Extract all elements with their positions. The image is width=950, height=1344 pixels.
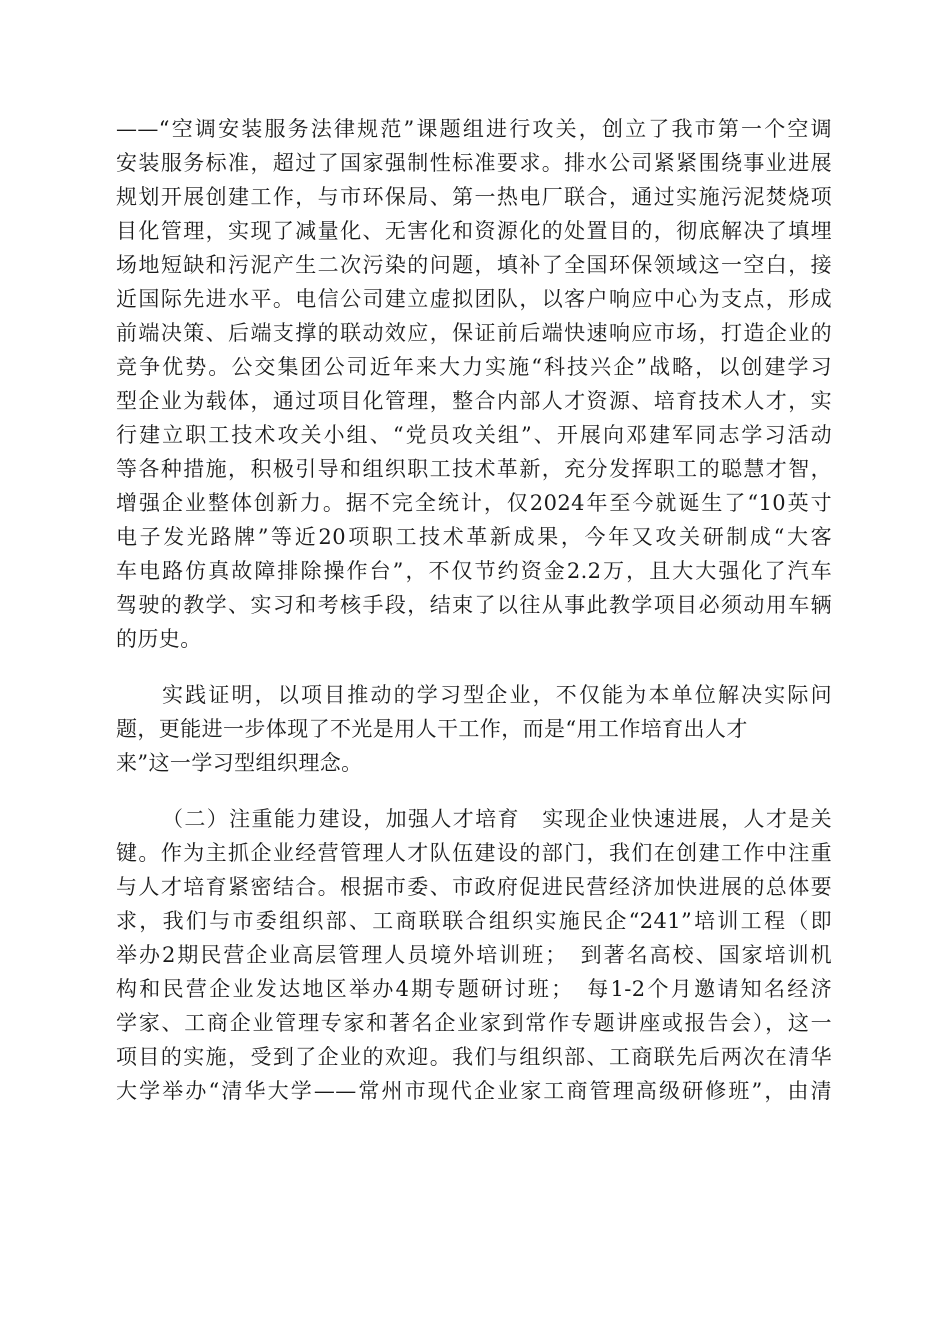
text-line: ——“空调安装服务法律规范”课题组进行攻关，创立了我市第一个空调 (116, 117, 832, 141)
paragraph-project-achievements (116, 112, 832, 656)
text-line: 求，我们与市委组织部、工商联联合组织实施民企“241”培训工程（即 (116, 909, 832, 933)
text-line: 构和民营企业发达地区举办4期专题研讨班； 每1-2个月邀请知名经济 (116, 977, 832, 1001)
text-line: 竞争优势。公交集团公司近年来大力实施“科技兴企”战略，以创建学习 (116, 355, 832, 379)
text-line: 安装服务标准，超过了国家强制性标准要求。排水公司紧紧围绕事业进展 (116, 151, 832, 175)
text-line: 大学举办“清华大学——常州市现代企业家工商管理高级研修班”，由清 (116, 1079, 832, 1103)
text-line: 等各种措施，积极引导和组织职工技术革新，充分发挥职工的聪慧才智， (116, 457, 832, 481)
section-heading-line: （二）注重能力建设，加强人才培育 实现企业快速进展，人才是关 (162, 807, 832, 831)
text-line: 车电路仿真故障排除操作台”，不仅节约资金2.2万，且大大强化了汽车 (116, 559, 832, 583)
text-line: 目化管理，实现了减量化、无害化和资源化的处置目的，彻底解决了填埋 (116, 219, 832, 243)
text-line: 的历史。 (116, 627, 202, 651)
text-line: 题，更能进一步体现了不光是用人干工作，而是“用工作培育出人才 (116, 717, 748, 741)
text-line: 近国际先进水平。电信公司建立虚拟团队，以客户响应中心为支点，形成 (116, 287, 832, 311)
text-line: 举办2期民营企业高层管理人员境外培训班； 到著名高校、国家培训机 (116, 943, 832, 967)
text-line: 行建立职工技术攻关小组、“党员攻关组”、开展向邓建军同志学习活动 (116, 423, 832, 447)
text-line: 电子发光路牌”等近20项职工技术革新成果，今年又攻关研制成“大客 (116, 525, 832, 549)
document-page (116, 112, 832, 1108)
paragraph-practice-proof (116, 678, 832, 780)
paragraph-spacer (116, 780, 832, 802)
paragraph-talent-cultivation (116, 802, 832, 1108)
text-line: 学家、工商企业管理专家和著名企业家到常作专题讲座或报告会），这一 (116, 1011, 832, 1035)
text-line: 项目的实施，受到了企业的欢迎。我们与组织部、工商联先后两次在清华 (116, 1045, 832, 1069)
text-line: 来”这一学习型组织理念。 (116, 751, 363, 775)
text-line: 实践证明，以项目推动的学习型企业，不仅能为本单位解决实际问 (162, 683, 832, 707)
text-line: 型企业为载体，通过项目化管理，整合内部人才资源、培育技术人才，实 (116, 389, 832, 413)
paragraph-spacer (116, 656, 832, 678)
text-line: 增强企业整体创新力。据不完全统计，仅2024年至今就诞生了“10英寸 (116, 491, 832, 515)
text-line: 键。作为主抓企业经营管理人才队伍建设的部门，我们在创建工作中注重 (116, 841, 832, 865)
text-line: 驾驶的教学、实习和考核手段，结束了以往从事此教学项目必须动用车辆 (116, 593, 832, 617)
text-line: 与人才培育紧密结合。根据市委、市政府促进民营经济加快进展的总体要 (116, 875, 832, 899)
text-line: 场地短缺和污泥产生二次污染的问题，填补了全国环保领域这一空白，接 (116, 253, 832, 277)
text-line: 规划开展创建工作，与市环保局、第一热电厂联合，通过实施污泥焚烧项 (116, 185, 832, 209)
text-line: 前端决策、后端支撑的联动效应，保证前后端快速响应市场，打造企业的 (116, 321, 832, 345)
